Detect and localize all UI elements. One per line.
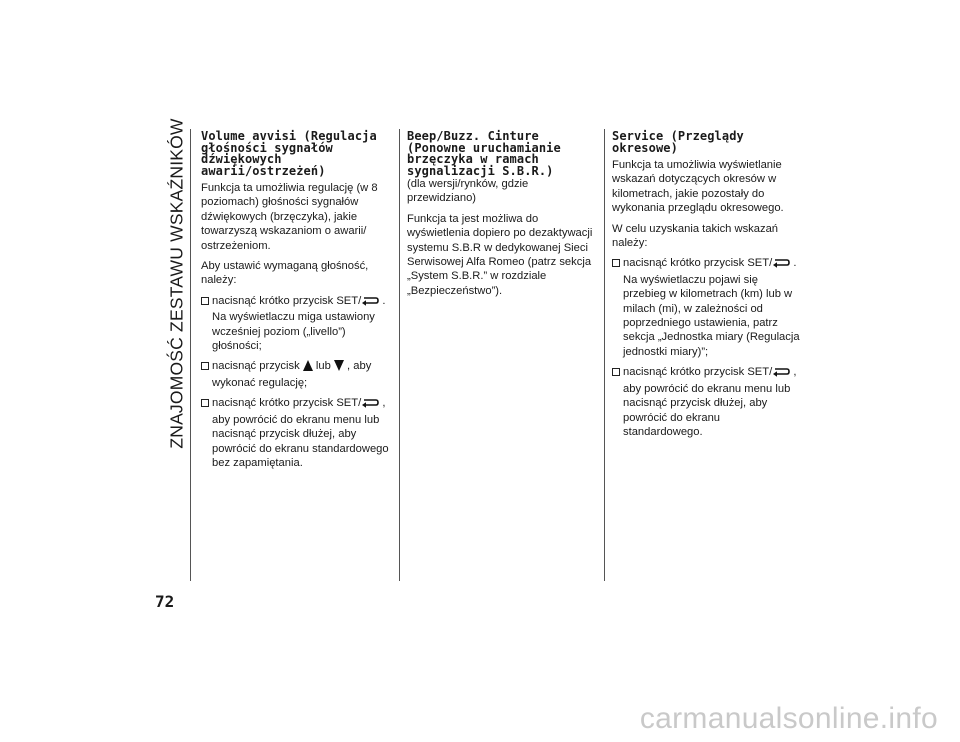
paragraph: Aby ustawić wymaganą głośność, należy: bbox=[201, 260, 369, 287]
list-item: nacisnąć krótko przycisk SET/ . Na wyświetlaczu pojawi się przebieg w kilometrach (km) lub w milach (mi), w zależności od poprzedniego ustawienia, patrz sekcja „Jednostka miary (Regulacja jednostki miary)”; bbox=[612, 256, 800, 359]
chapter-side-title: ZNAJOMOŚĆ ZESTAWU WSKAŹNIKÓW bbox=[166, 118, 187, 449]
set-return-icon bbox=[772, 367, 790, 381]
column-volume-avvisi bbox=[201, 131, 389, 476]
list-item: nacisnąć krótko przycisk SET/ , aby powrócić do ekranu menu lub nacisnąć przycisk dłużej, aby powrócić do ekranu standardowego bez zapamiętania. bbox=[201, 396, 389, 470]
paragraph: W celu uzyskania takich wskazań należy: bbox=[612, 222, 779, 250]
paragraph: Funkcja ta umożliwia wyświetlanie wskazań dotyczących okresów w kilometrach, jakie pozostały do wykonania przeglądu okresowego. bbox=[612, 159, 784, 215]
availability-note: (dla wersji/rynków, gdzie przewidziano) bbox=[407, 178, 529, 205]
list-item: nacisnąć przycisk lub , aby wykonać regulację; bbox=[201, 359, 389, 390]
checkbox-bullet-icon bbox=[201, 362, 209, 370]
side-divider bbox=[190, 129, 191, 581]
section-heading-beep: Beep/Buzz. Cinture (Ponowne uruchamianie brzęczyka w ramach sygnalizacji S.B.R.) bbox=[407, 129, 561, 178]
checkbox-bullet-icon bbox=[612, 368, 620, 376]
checkbox-bullet-icon bbox=[612, 259, 620, 267]
list-item: nacisnąć krótko przycisk SET/ . Na wyświetlaczu miga ustawiony wcześniej poziom („livello”) głośności; bbox=[201, 294, 389, 354]
set-return-icon bbox=[772, 258, 790, 272]
watermark: carmanualsonline.info bbox=[639, 702, 938, 735]
paragraph: Funkcja ta umożliwia regulację (w 8 poziomach) głośności sygnałów dźwiękowych (brzęczyka), jakie towarzyszą wskazaniom o awarii/ ostrzeżeniom. bbox=[201, 182, 378, 252]
column-divider bbox=[604, 129, 605, 581]
arrow-up-icon bbox=[303, 360, 313, 375]
checkbox-bullet-icon bbox=[201, 297, 209, 305]
set-return-icon bbox=[361, 398, 379, 412]
page-number: 72 bbox=[155, 592, 175, 611]
section-heading-service: Service (Przeglądy okresowe) bbox=[612, 129, 744, 155]
checkbox-bullet-icon bbox=[201, 399, 209, 407]
arrow-down-icon bbox=[334, 360, 344, 375]
section-heading-volume: Volume avvisi (Regulacja głośności sygnałów dźwiękowych awarii/ostrzeżeń) bbox=[201, 129, 377, 178]
column-beep-buzz bbox=[407, 131, 595, 304]
paragraph: Funkcja ta jest możliwa do wyświetlenia dopiero po dezaktywacji systemu S.B.R w dedykowanej Sieci Serwisowej Alfa Romeo (patrz sekcja „System S.B.R.” w rozdziale „Bezpieczeństwo”). bbox=[407, 212, 593, 297]
column-service bbox=[612, 131, 800, 445]
column-divider bbox=[399, 129, 400, 581]
list-item: nacisnąć krótko przycisk SET/ , aby powrócić do ekranu menu lub nacisnąć przycisk dłużej, aby powrócić do ekranu standardowego. bbox=[612, 365, 800, 439]
set-return-icon bbox=[361, 296, 379, 310]
